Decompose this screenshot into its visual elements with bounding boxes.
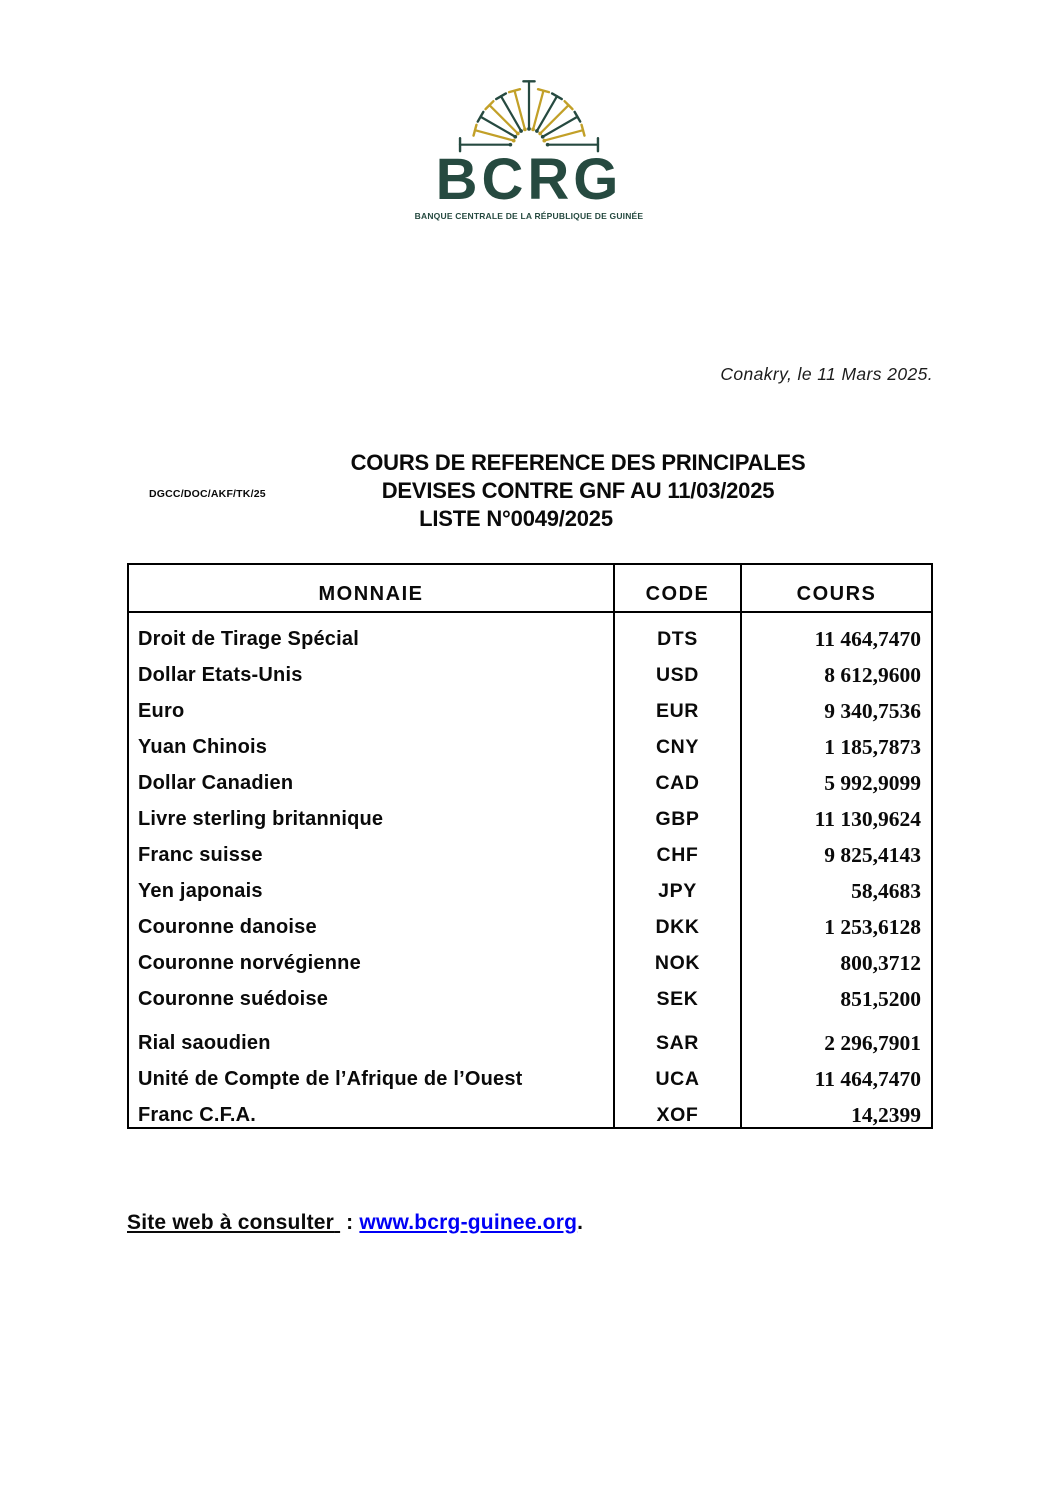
table-row: [129, 729, 931, 765]
table-row: [129, 1097, 931, 1133]
table-row: [129, 1025, 931, 1061]
bcrg-logo-fan-icon: [454, 72, 604, 154]
cell-rate: 9 825,4143: [824, 842, 921, 867]
footer-separator: :: [346, 1211, 354, 1234]
table-row: [129, 981, 931, 1017]
cell-currency: Dollar Etats-Unis: [138, 663, 303, 686]
column-divider: [740, 565, 742, 1127]
table-row: [129, 657, 931, 693]
cell-rate: 11 130,9624: [814, 806, 921, 831]
table-header-row: [129, 565, 931, 613]
cell-rate: 14,2399: [851, 1102, 921, 1127]
cell-currency: Unité de Compte de l’Afrique de l’Ouest: [138, 1067, 523, 1090]
table-row: [129, 693, 931, 729]
cell-code: EUR: [656, 699, 699, 722]
date-line: Conakry, le 11 Mars 2025.: [720, 364, 933, 384]
cell-rate: 1 185,7873: [824, 734, 921, 759]
logo-acronym: BCRG: [435, 147, 623, 212]
cell-currency: Yuan Chinois: [138, 735, 268, 758]
cell-code: SEK: [656, 987, 699, 1010]
cell-currency: Couronne danoise: [138, 915, 317, 938]
title-line-1: COURS DE REFERENCE DES PRINCIPALES: [350, 450, 806, 475]
table-row: [129, 909, 931, 945]
footer: [127, 1211, 583, 1235]
footer-label: Site web à consulter: [127, 1211, 335, 1234]
cell-code: CHF: [656, 843, 699, 866]
table-row: [129, 873, 931, 909]
cell-rate: 9 340,7536: [824, 698, 921, 723]
title-line-2: DEVISES CONTRE GNF AU 11/03/2025: [381, 478, 775, 503]
cell-currency: Euro: [138, 699, 185, 722]
rates-table: [127, 563, 933, 1129]
table-row: [129, 1061, 931, 1097]
cell-currency: Franc C.F.A.: [138, 1103, 256, 1126]
cell-rate: 5 992,9099: [824, 770, 921, 795]
cell-code: UCA: [655, 1067, 700, 1090]
table-row: [129, 945, 931, 981]
table-row: [129, 765, 931, 801]
cell-code: CAD: [655, 771, 700, 794]
title-line-3: LISTE N°0049/2025: [419, 506, 613, 531]
cell-rate: 2 296,7901: [824, 1030, 921, 1055]
header-code: CODE: [645, 583, 710, 605]
website-link[interactable]: www.bcrg-guinee.org: [359, 1211, 578, 1234]
cell-currency: Franc suisse: [138, 843, 263, 866]
footer-period: .: [577, 1211, 584, 1234]
cell-code: SAR: [656, 1031, 699, 1054]
cell-currency: Dollar Canadien: [138, 771, 294, 794]
cell-code: JPY: [658, 879, 697, 902]
rates-table-body: [129, 613, 931, 1133]
cell-currency: Livre sterling britannique: [138, 807, 384, 830]
cell-rate: 58,4683: [851, 878, 921, 903]
cell-rate: 1 253,6128: [824, 914, 921, 939]
bcrg-logo: [0, 72, 1058, 221]
cell-code: GBP: [655, 807, 700, 830]
doc-title: [98, 449, 1058, 533]
cell-code: XOF: [656, 1103, 699, 1126]
logo-subtitle: BANQUE CENTRALE DE LA RÉPUBLIQUE DE GUINÉE: [414, 211, 644, 222]
table-row: [129, 801, 931, 837]
cell-currency: Droit de Tirage Spécial: [138, 627, 359, 650]
cell-code: CNY: [656, 735, 699, 758]
cell-code: NOK: [654, 951, 701, 974]
cell-currency: Yen japonais: [138, 879, 263, 902]
cell-rate: 11 464,7470: [814, 626, 921, 651]
table-row: [129, 621, 931, 657]
doc-reference: DGCC/DOC/AKF/TK/25: [149, 488, 266, 500]
cell-code: DTS: [657, 627, 698, 650]
cell-currency: Rial saoudien: [138, 1031, 271, 1054]
cell-currency: Couronne suédoise: [138, 987, 329, 1010]
cell-rate: 851,5200: [840, 986, 921, 1011]
column-divider: [613, 565, 615, 1127]
table-row: [129, 837, 931, 873]
cell-currency: Couronne norvégienne: [138, 951, 361, 974]
cell-rate: 11 464,7470: [814, 1066, 921, 1091]
cell-rate: 800,3712: [840, 950, 921, 975]
cell-code: DKK: [655, 915, 700, 938]
cell-rate: 8 612,9600: [824, 662, 921, 687]
header-currency: MONNAIE: [318, 583, 424, 605]
cell-code: USD: [656, 663, 699, 686]
header-rate: COURS: [796, 583, 877, 605]
